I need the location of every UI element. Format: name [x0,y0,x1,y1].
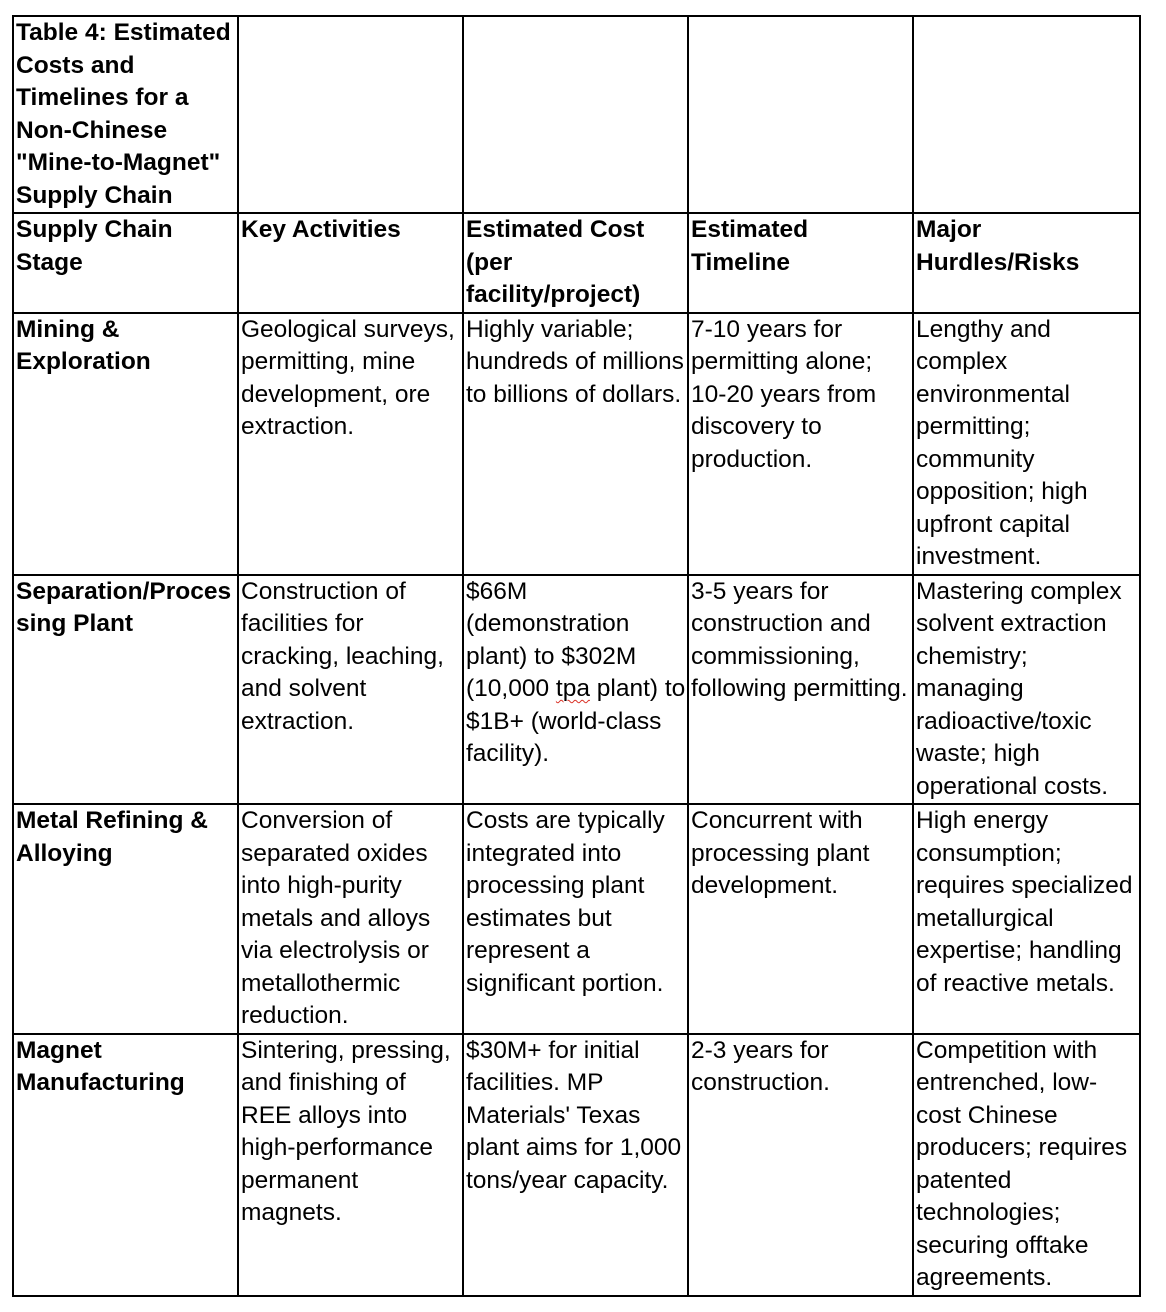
header-stage: Supply Chain Stage [13,213,238,313]
empty-cell [913,16,1140,213]
header-activities: Key Activities [238,213,463,313]
cost-cell [463,575,688,805]
risks-cell: Competition with entrenched, low-cost Chinese producers; requires patented technologies; securing offtake agreements. [913,1034,1140,1296]
risks-cell: High energy consumption; requires specialized metallurgical expertise; handling of reactive metals. [913,804,1140,1034]
risks-cell: Mastering complex solvent extraction chemistry; managing radioactive/toxic waste; high operational costs. [913,575,1140,805]
table-caption: Table 4: Estimated Costs and Timelines for a Non-Chinese "Mine-to-Magnet" Supply Chain [13,16,238,213]
header-timeline: Estimated Timeline [688,213,913,313]
table-row [13,313,1140,575]
table-row [13,804,1140,1034]
cost-cell: Highly variable; hundreds of millions to billions of dollars. [463,313,688,575]
stage-cell: Separation/Processing Plant [13,575,238,805]
caption-row [13,16,1140,213]
empty-cell [238,16,463,213]
activities-cell: Geological surveys, permitting, mine development, ore extraction. [238,313,463,575]
table-row [13,575,1140,805]
header-risks: Major Hurdles/Risks [913,213,1140,313]
activities-cell: Construction of facilities for cracking, leaching, and solvent extraction. [238,575,463,805]
stage-cell: Metal Refining & Alloying [13,804,238,1034]
timeline-cell: 7-10 years for permitting alone; 10-20 years from discovery to production. [688,313,913,575]
timeline-cell: 3-5 years for construction and commissioning, following permitting. [688,575,913,805]
cost-cell: $30M+ for initial facilities. MP Materials' Texas plant aims for 1,000 tons/year capacity. [463,1034,688,1296]
activities-cell: Sintering, pressing, and finishing of REE alloys into high-performance permanent magnets. [238,1034,463,1296]
timeline-cell: 2-3 years for construction. [688,1034,913,1296]
header-cost: Estimated Cost (per facility/project) [463,213,688,313]
activities-cell: Conversion of separated oxides into high-purity metals and alloys via electrolysis or metallothermic reduction. [238,804,463,1034]
table-row [13,1034,1140,1296]
cost-text: plant) to $1B+ (world-class facility). [466,675,686,767]
spelling-flagged-word[interactable]: tpa [555,675,590,702]
stage-cell: Magnet Manufacturing [13,1034,238,1296]
cost-cell: Costs are typically integrated into processing plant estimates but represent a significant portion. [463,804,688,1034]
empty-cell [688,16,913,213]
cost-text: $66M (demonstration plant) to $302M (10,000 [466,577,637,702]
estimates-table [12,15,1141,1297]
empty-cell [463,16,688,213]
stage-cell: Mining & Exploration [13,313,238,575]
header-row [13,213,1140,313]
timeline-cell: Concurrent with processing plant development. [688,804,913,1034]
risks-cell: Lengthy and complex environmental permitting; community opposition; high upfront capital investment. [913,313,1140,575]
